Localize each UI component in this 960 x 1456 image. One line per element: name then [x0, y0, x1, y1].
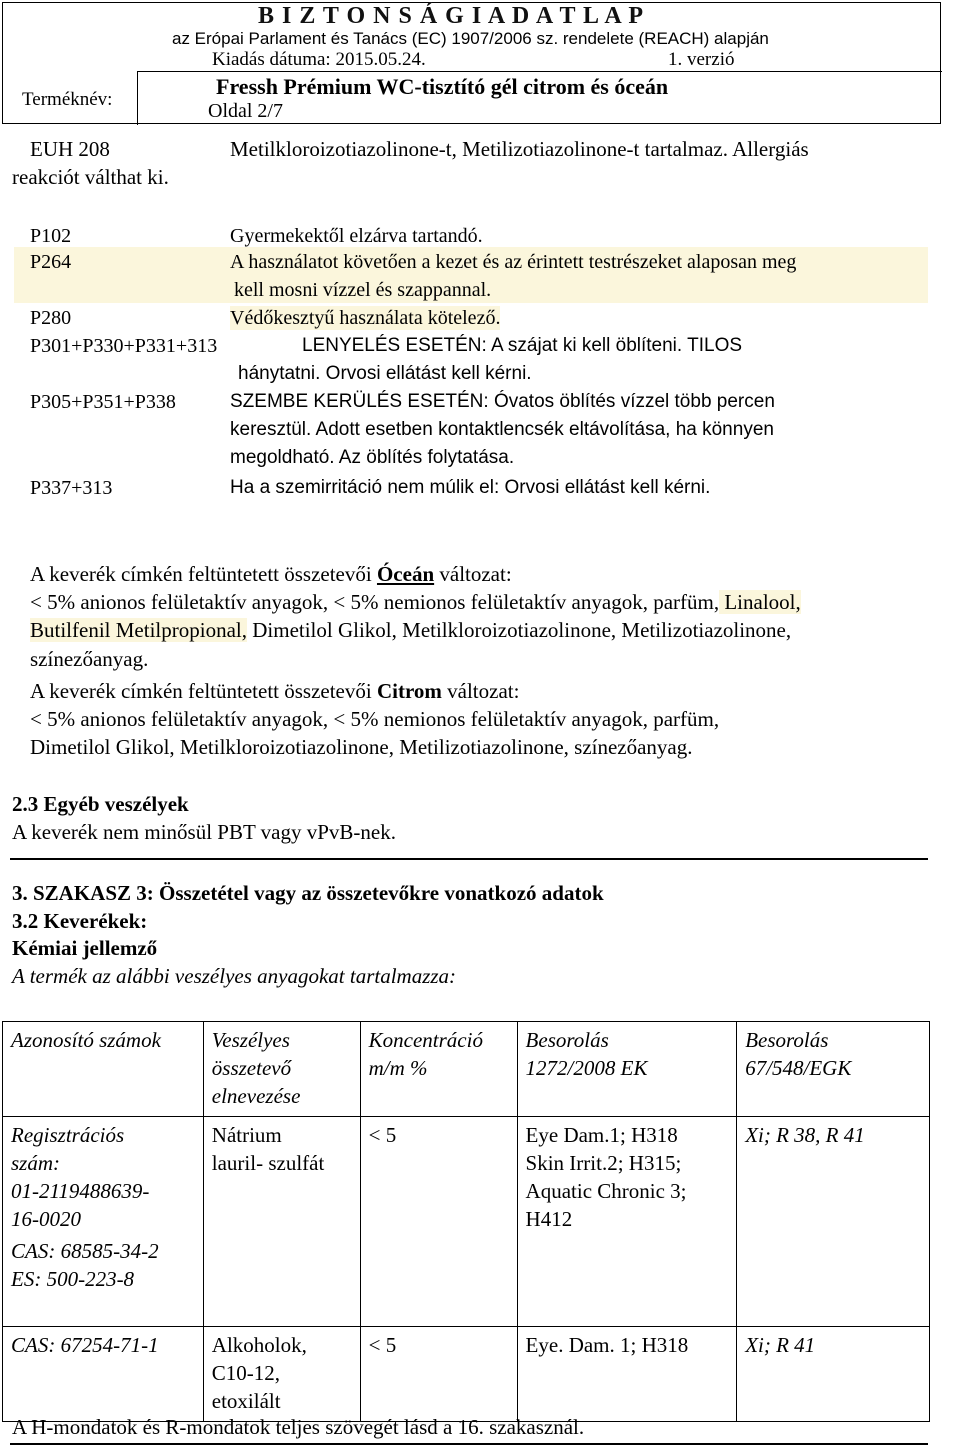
- cell-clp: Eye Dam.1; H318 Skin Irrit.2; H315; Aquatic Chronic 3; H412: [517, 1117, 737, 1327]
- p-text: kell mosni vízzel és szappannal.: [234, 279, 492, 301]
- section-2-3-text: A keverék nem minősül PBT vagy vPvB-nek.: [12, 820, 396, 844]
- page-number: Oldal 2/7: [208, 100, 283, 122]
- section-3-heading: 3. SZAKASZ 3: Összetétel vagy az összetevőkre vonatkozó adatok: [12, 881, 604, 905]
- header-divider-horizontal: [137, 71, 942, 72]
- section-2-3-heading: 2.3 Egyéb veszélyek: [12, 792, 189, 816]
- version: 1. verzió: [668, 49, 735, 70]
- p-code: P301+P330+P331+313: [30, 335, 218, 357]
- cell-ids: Regisztrációs szám: 01-2119488639- 16-0020 CAS: 68585-34-2 ES: 500-223-8: [3, 1117, 204, 1327]
- footer-rule: [10, 1443, 928, 1445]
- header-name: Veszélyes összetevő elnevezése: [203, 1022, 360, 1117]
- hazardous-ingredients-table: [2, 1021, 930, 1422]
- p-text: A használatot követően a kezet és az érintett testrészeket alaposan meg: [230, 251, 797, 273]
- euh-code: EUH 208: [30, 137, 110, 161]
- p-code: P305+P351+P338: [30, 391, 176, 413]
- product-label: Terméknév:: [22, 89, 113, 110]
- header-ids: Azonosító számok: [3, 1022, 204, 1117]
- p-text: Védőkesztyű használata kötelező.: [230, 307, 501, 329]
- regulation-line: az Erópai Parlament és Tanács (EC) 1907/2006 sz. rendelete (REACH) alapján: [172, 29, 769, 48]
- issue-date: Kiadás dátuma: 2015.05.24.: [212, 49, 426, 70]
- citrom-list-line1: < 5% anionos felületaktív anyagok, < 5% nemionos felületaktív anyagok, parfüm,: [30, 707, 720, 731]
- p-text: Gyermekektől elzárva tartandó.: [230, 225, 483, 247]
- p-text: megoldható. Az öblítés folytatása.: [230, 447, 515, 468]
- table-header-row: [3, 1022, 930, 1117]
- document-title: B I Z T O N S Á G I A D A T L A P: [258, 3, 645, 29]
- euh-text-line1: Metilkloroizotiazolinone-t, Metilizotiazolinone-t tartalmaz. Allergiás: [230, 137, 809, 161]
- chem-heading: Kémiai jellemző: [12, 936, 158, 960]
- euh-text-line2: reakciót válthat ki.: [12, 165, 169, 189]
- p-text: Ha a szemirritáció nem múlik el: Orvosi ellátást kell kérni.: [230, 477, 711, 498]
- cell-dsd: Xi; R 41: [737, 1327, 930, 1422]
- ocean-list-line3: színezőanyag.: [30, 647, 149, 671]
- cell-dsd: Xi; R 38, R 41: [737, 1117, 930, 1327]
- section-3-2-heading: 3.2 Keverékek:: [12, 909, 148, 933]
- citrom-intro: A keverék címkén feltüntetett összetevői Citrom változat:: [30, 679, 520, 703]
- table-row: [3, 1327, 930, 1422]
- ocean-intro: A keverék címkén feltüntetett összetevői Óceán változat:: [30, 562, 512, 586]
- cell-conc: < 5: [360, 1117, 517, 1327]
- p-text: LENYELÉS ESETÉN: A szájat ki kell öblíteni. TILOS: [302, 335, 743, 356]
- p-code: P280: [30, 307, 72, 329]
- header-conc: Koncentráció m/m %: [360, 1022, 517, 1117]
- p-text: hánytatni. Orvosi ellátást kell kérni.: [238, 363, 532, 384]
- table-intro: A termék az alábbi veszélyes anyagokat tartalmazza:: [12, 964, 457, 988]
- header-dsd: Besorolás 67/548/EGK: [737, 1022, 930, 1117]
- product-name: Fressh Prémium WC-tisztító gél citrom és óceán: [216, 74, 669, 99]
- p-code: P337+313: [30, 477, 113, 499]
- header-divider-vertical: [137, 71, 138, 125]
- footer-note: A H-mondatok és R-mondatok teljes szövegét lásd a 16. szakasznál.: [12, 1415, 585, 1439]
- p-text: keresztül. Adott esetben kontaktlencsék eltávolítása, ha könnyen: [230, 419, 774, 440]
- citrom-list-line2: Dimetilol Glikol, Metilkloroizotiazolinone, Metilizotiazolinone, színezőanyag.: [30, 735, 693, 759]
- p-code: P264: [30, 251, 72, 273]
- cell-conc: < 5: [360, 1327, 517, 1422]
- section-separator: [10, 858, 928, 860]
- header-clp: Besorolás 1272/2008 EK: [517, 1022, 737, 1117]
- table-row: [3, 1117, 930, 1327]
- cell-ids: CAS: 67254-71-1: [3, 1327, 204, 1422]
- p-code: P102: [30, 225, 72, 247]
- ocean-list-line2: Butilfenil Metilpropional, Dimetilol Glikol, Metilkloroizotiazolinone, Metilizotiazolinone,: [30, 618, 792, 642]
- cell-name: Alkoholok, C10-12, etoxilált: [203, 1327, 360, 1422]
- ocean-list-line1: < 5% anionos felületaktív anyagok, < 5% nemionos felületaktív anyagok, parfüm, Linalool,: [30, 590, 801, 614]
- p-text: SZEMBE KERÜLÉS ESETÉN: Óvatos öblítés vízzel több percen: [230, 391, 775, 412]
- cell-name: Nátrium lauril- szulfát: [203, 1117, 360, 1327]
- cell-clp: Eye. Dam. 1; H318: [517, 1327, 737, 1422]
